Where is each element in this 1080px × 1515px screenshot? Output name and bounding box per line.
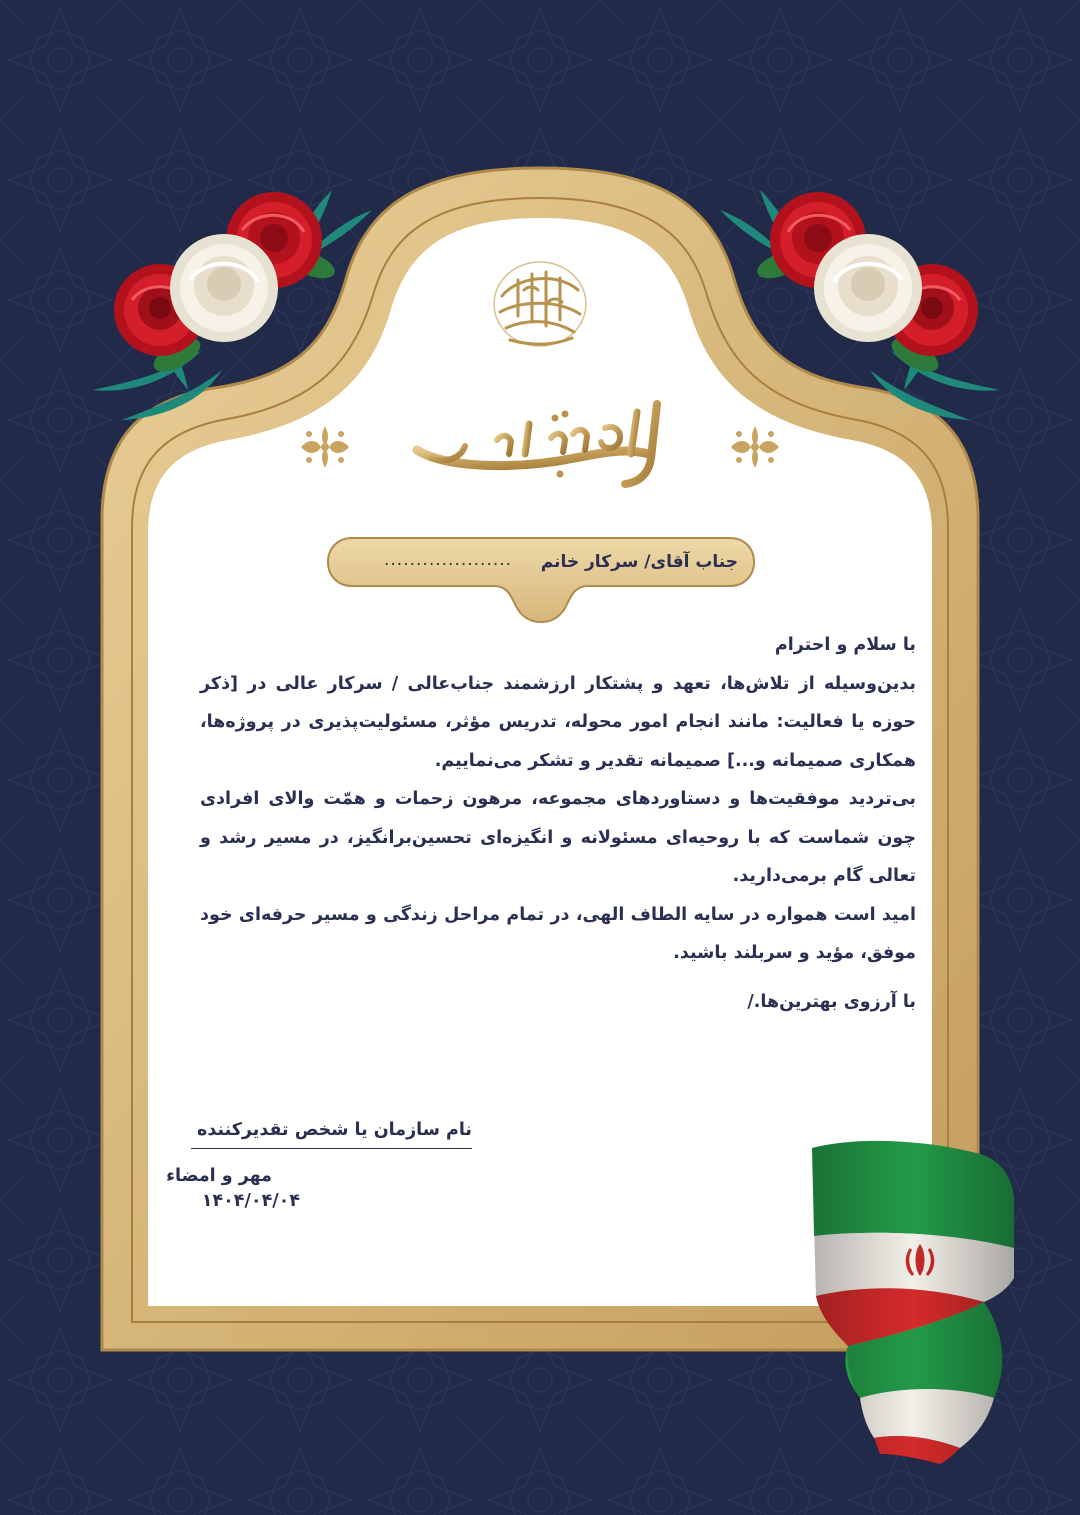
title-calligraphy-icon [405, 388, 675, 492]
greeting-line: با سلام و احترام [774, 635, 916, 655]
recipient-plate [326, 536, 756, 628]
recipient-label: جناب آقای/ سرکار خانم [540, 552, 738, 572]
basmala-text: بسم الله الرحمن الرحیم [534, 308, 546, 309]
seal-label: مهر و امضاء [166, 1166, 272, 1186]
paragraph-3: امید است همواره در سایه الطاف الهی، در تمام مراحل زندگی و مسیر حرفه‌ای خود موفق، مؤید و سربلند باشید. [200, 904, 916, 963]
letter-body [200, 626, 916, 1021]
basmala-calligraphy-icon [488, 256, 592, 352]
rose-bouquet-left-icon [82, 180, 402, 430]
paragraph-2: بی‌تردید موفقیت‌ها و دستاوردهای مجموعه، مرهون زحمات و همّت والای افرادی چون شماست که با روحیه‌ای مسئولانه و انگیزه‌ای تحسین‌برانگیز، در مسیر رشد و تعالی گام برمی‌دارید. [200, 789, 916, 886]
floral-ornament-right-icon [725, 424, 785, 470]
paragraph-1: بدین‌وسیله از تلاش‌ها، تعهد و پشتکار ارزشمند جناب‌عالی / سرکار عالی در [ذکر حوزه یا فعالیت: مانند انجام امور محوله، تدریس مؤثر، مسئولیت‌پذیری در پروژه‌ها، همکاری صمیمانه و...] صمیمانه تقدیر و تشکر می‌نماییم. [200, 673, 916, 771]
recipient-name-field: .................... [384, 550, 513, 570]
closing-line: با آرزوی بهترین‌ها./ [747, 991, 916, 1012]
date-text: ۱۴۰۴/۰۴/۰۴ [201, 1191, 300, 1211]
iran-flag-icon [808, 1136, 1028, 1466]
signer-name: نام سازمان یا شخص تقدیرکننده [191, 1120, 472, 1149]
rose-bouquet-right-icon [690, 180, 1010, 430]
floral-ornament-left-icon [295, 424, 355, 470]
